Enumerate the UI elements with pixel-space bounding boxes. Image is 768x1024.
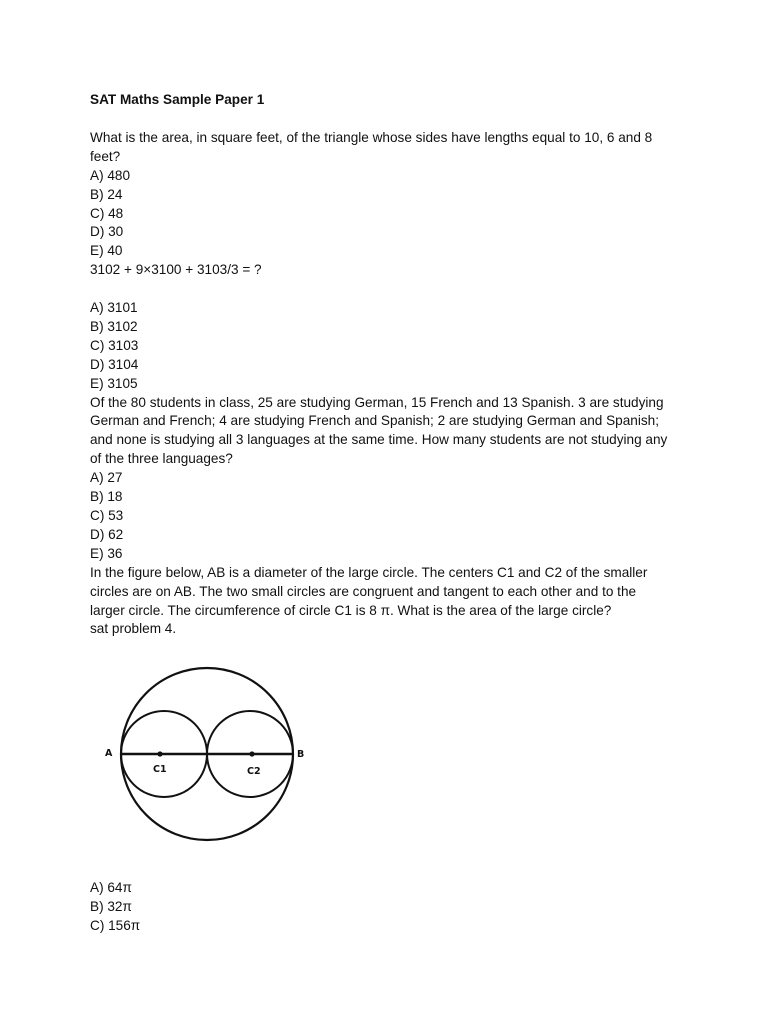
question-4-text-line-2: circles are on AB. The two small circles are congruent and tangent to each other and to the [90,583,637,599]
question-3-text-line-1: Of the 80 students in class, 25 are studying German, 15 French and 13 Spanish. 3 are studying [90,394,664,410]
document-page [90,91,690,936]
question-2-option-c: C) 3103 [90,337,139,353]
question-2-option-b: B) 3102 [90,318,138,334]
question-3-option-c: C) 53 [90,508,124,524]
question-4-option-a: A) 64π [90,880,132,896]
question-3-option-d: D) 62 [90,526,124,542]
label-c2: C2 [247,766,261,778]
question-2-option-d: D) 3104 [90,356,139,372]
question-1-text-line-1: What is the area, in square feet, of the triangle whose sides have lengths equal to 10, 6 and 8 [90,129,653,145]
question-1-option-e: E) 40 [90,243,123,259]
question-3-option-b: B) 18 [90,489,123,505]
question-3-text-line-2: German and French; 4 are studying French and Spanish; 2 are studying German and Spanish; [90,413,659,429]
question-1-option-a: A) 480 [90,167,131,183]
question-1-option-c: C) 48 [90,205,124,221]
question-1 [90,129,690,261]
question-4-figure-caption: sat problem 4. [90,621,177,637]
center-point-c1 [157,752,162,757]
question-1-text-line-2: feet? [90,148,121,164]
page-title: SAT Maths Sample Paper 1 [90,92,265,107]
question-4 [90,564,690,936]
question-2 [90,261,690,393]
question-3 [90,394,690,564]
question-4-option-b: B) 32π [90,899,132,915]
question-4-option-c: C) 156π [90,918,141,934]
question-3-text-line-4: of the three languages? [90,451,233,467]
question-1-option-b: B) 24 [90,186,123,202]
label-c1: C1 [153,764,167,776]
blank-line [90,280,690,299]
center-point-c2 [249,752,254,757]
circles-figure [90,643,310,865]
question-3-text-line-3: and none is studying all 3 languages at the same time. How many students are not studying any [90,432,668,448]
question-2-option-e: E) 3105 [90,375,138,391]
question-4-text-line-1: In the figure below, AB is a diameter of the large circle. The centers C1 and C2 of the smaller [90,564,648,580]
question-1-option-d: D) 30 [90,224,124,240]
question-4-text-line-3: larger circle. The circumference of circle C1 is 8 π. What is the area of the large circle? [90,602,612,618]
circles-diagram [90,643,310,865]
question-2-option-a: A) 3101 [90,300,138,316]
question-2-text: 3102 + 9×3100 + 3103/3 = ? [90,262,262,278]
label-a: A [105,748,113,760]
label-b: B [297,749,305,761]
question-3-option-e: E) 36 [90,545,123,561]
question-3-option-a: A) 27 [90,470,123,486]
